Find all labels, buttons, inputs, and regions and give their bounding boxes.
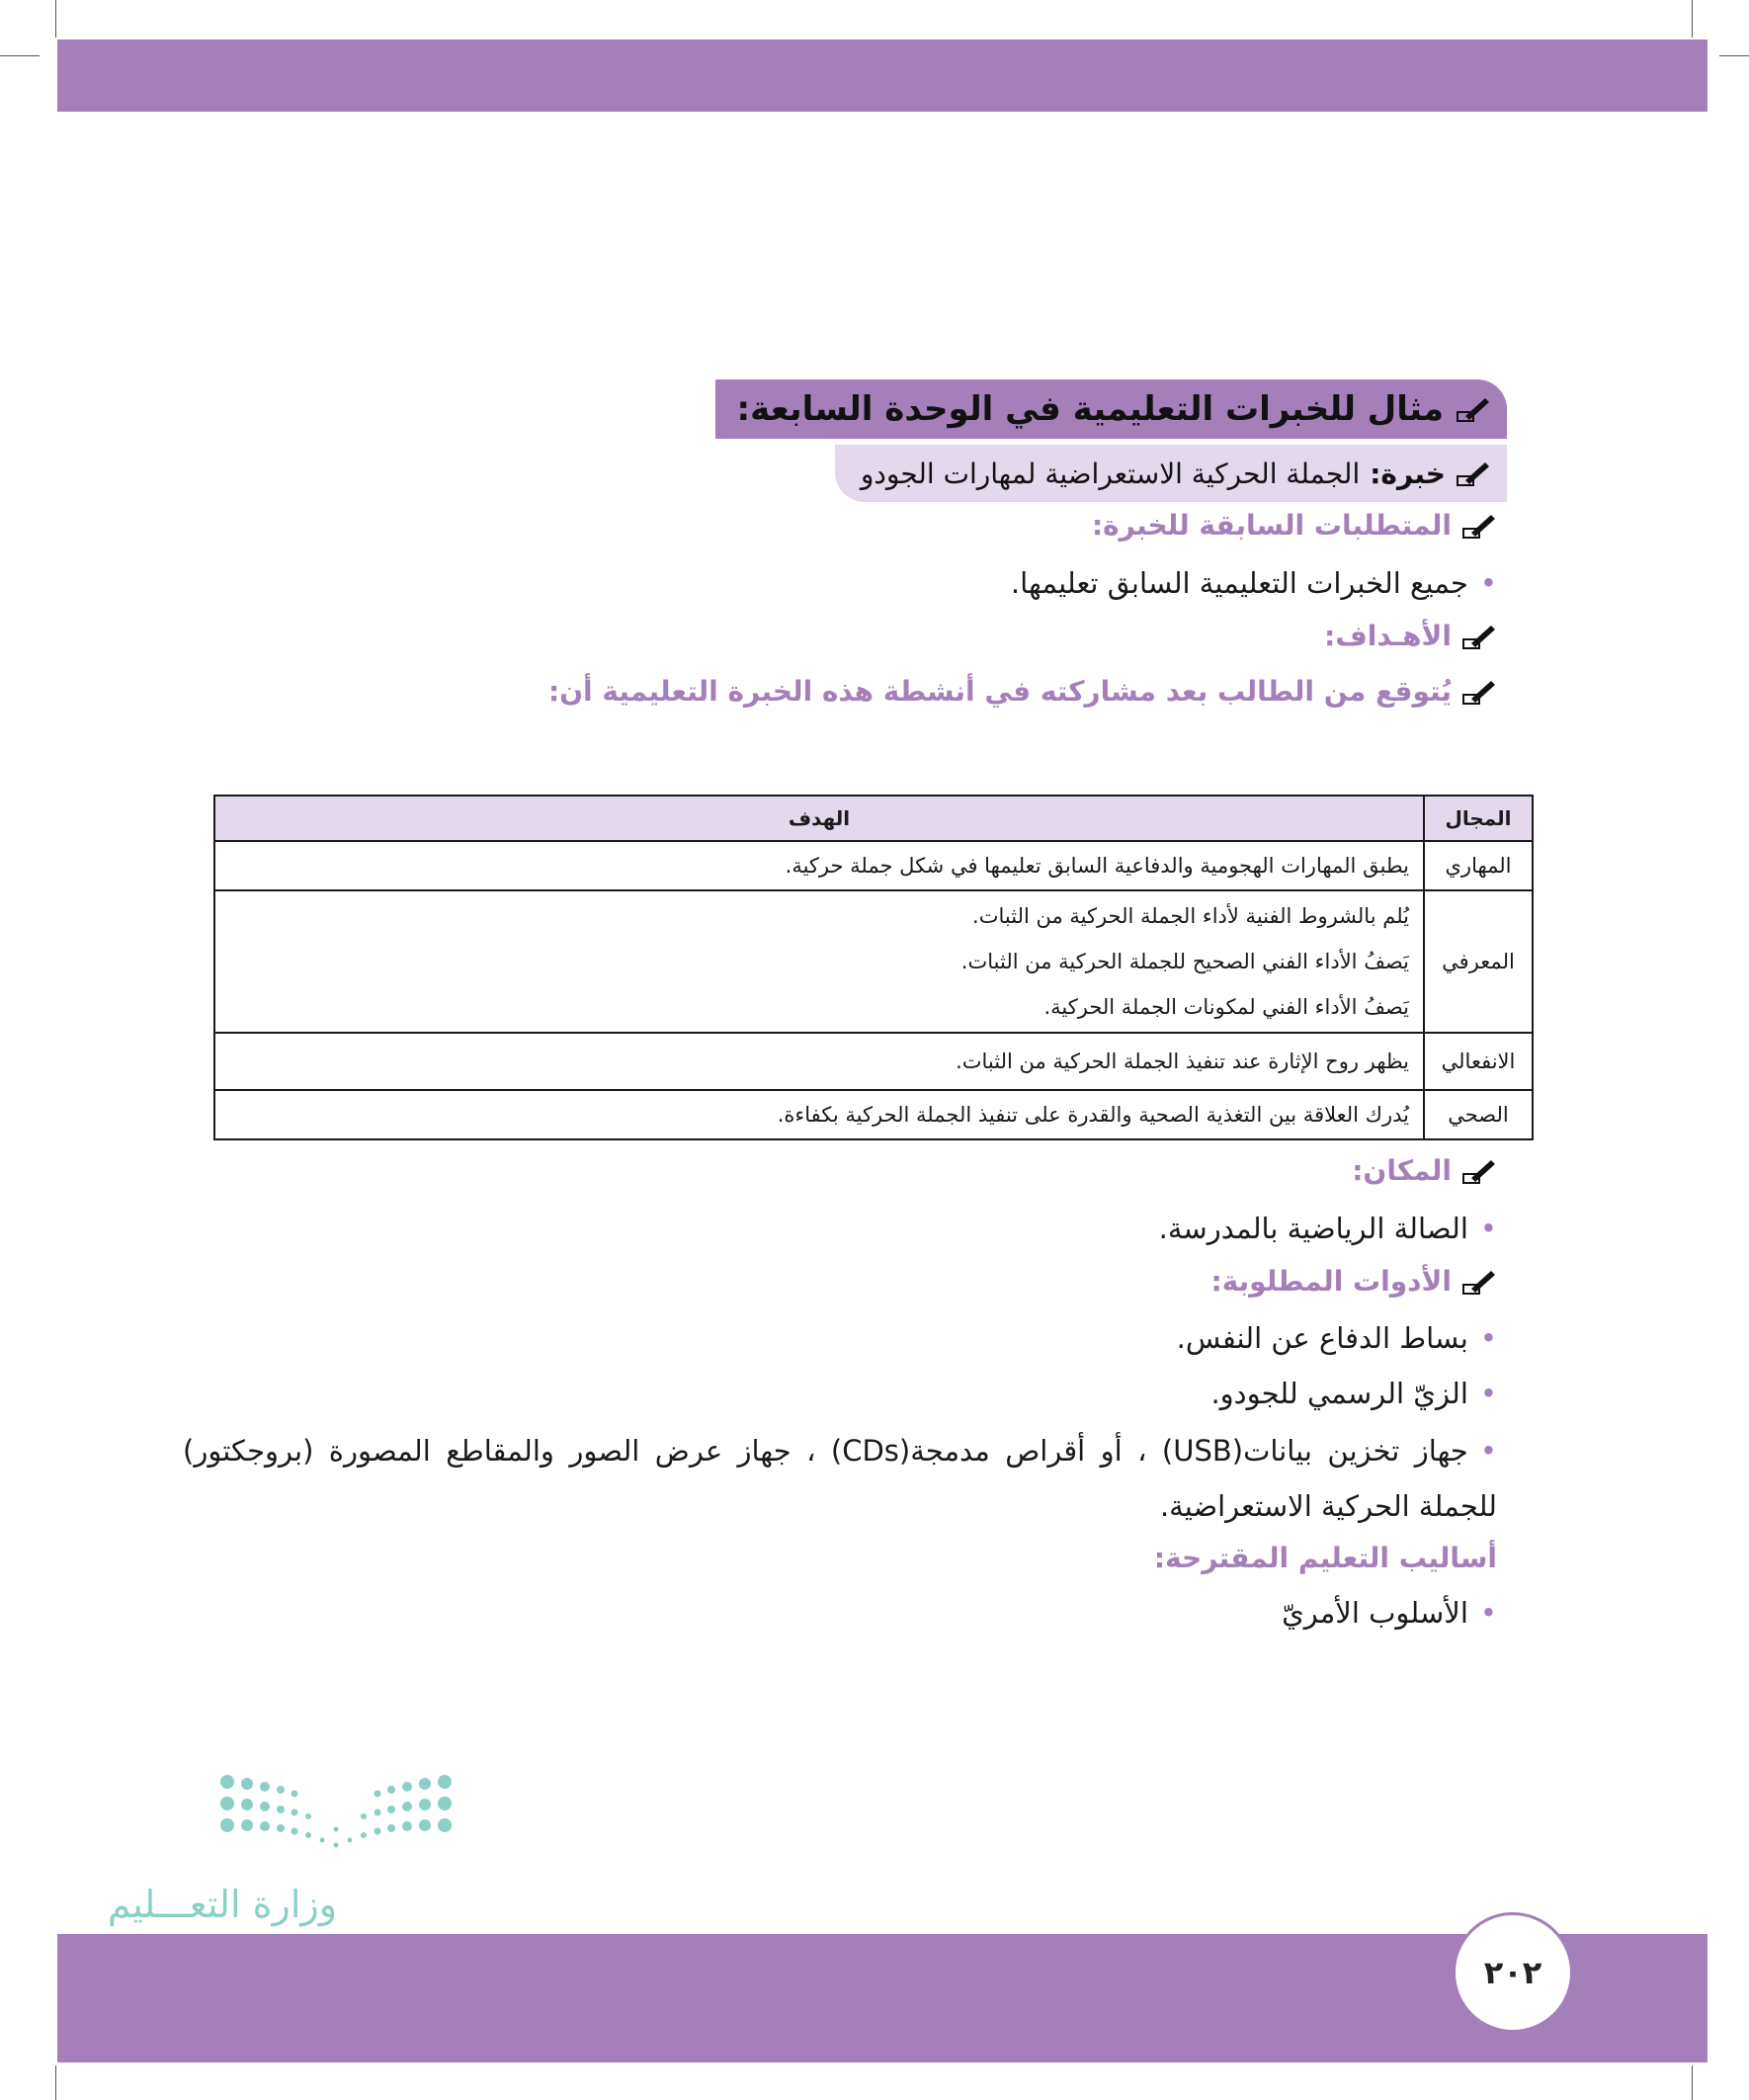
list-item-text: الأسلوب الأمريّ bbox=[1282, 1596, 1468, 1630]
crop-mark bbox=[1719, 55, 1749, 56]
bullet-icon: • bbox=[1479, 1596, 1497, 1630]
experience-label: خبرة: bbox=[1370, 457, 1446, 490]
table-row bbox=[214, 1033, 1533, 1090]
main-heading bbox=[715, 379, 1508, 439]
goal-text: يظهر روح الإثارة عند تنفيذ الجملة الحركية من الثبات. bbox=[956, 1050, 1409, 1073]
list-item-text: جميع الخبرات التعليمية السابق تعليمها. bbox=[1010, 566, 1468, 600]
pencil-note-icon bbox=[1461, 1156, 1497, 1186]
bullet-icon: • bbox=[1479, 1377, 1497, 1410]
list-item bbox=[1177, 1321, 1497, 1355]
place-title-row bbox=[1352, 1154, 1497, 1187]
goal-text: يَصفُ الأداء الفني لمكونات الجملة الحركية. bbox=[1043, 995, 1409, 1019]
crop-mark bbox=[55, 0, 56, 38]
pencil-note-icon bbox=[1461, 1267, 1497, 1297]
list-item bbox=[1282, 1596, 1497, 1630]
objectives-intro: يُتوقع من الطالب بعد مشاركته في أنشطة هذه الخبرة التعليمية أن: bbox=[547, 675, 1452, 708]
goal-text: يطبق المهارات الهجومية والدفاعية السابق تعليمها في شكل جملة حركية. bbox=[785, 854, 1409, 878]
table-header-row bbox=[214, 796, 1533, 841]
bullet-icon: • bbox=[1479, 1434, 1497, 1468]
list-item-text: الزيّ الرسمي للجودو. bbox=[1210, 1377, 1468, 1410]
top-band bbox=[57, 40, 1707, 112]
domain-cell: المهاري bbox=[1424, 841, 1533, 890]
goal-cell bbox=[214, 1090, 1424, 1139]
list-item bbox=[1159, 1212, 1497, 1245]
pencil-note-icon bbox=[1456, 394, 1491, 424]
bullet-icon: • bbox=[1479, 1212, 1497, 1245]
table-row bbox=[214, 890, 1533, 1033]
experience-heading bbox=[835, 445, 1507, 502]
crop-mark bbox=[55, 2065, 56, 2100]
list-item-text: جهاز تخزين بيانات(USB) ، أو أقراص مدمجة(CDs) ، جهاز عرض الصور والمقاطع المصورة (بروجكتور) للجملة الحركية الاستعراضية. bbox=[183, 1434, 1497, 1523]
prerequisites-title: المتطلبات السابقة للخبرة: bbox=[1091, 509, 1452, 542]
pencil-note-icon bbox=[1461, 677, 1497, 707]
crop-mark bbox=[1692, 0, 1693, 38]
place-title: المكان: bbox=[1352, 1154, 1452, 1187]
experience-text: الجملة الحركية الاستعراضية لمهارات الجودو bbox=[860, 457, 1361, 490]
goal-cell bbox=[214, 890, 1424, 1033]
bullet-icon: • bbox=[1479, 566, 1497, 600]
objectives-intro-row bbox=[548, 675, 1497, 708]
table-row bbox=[214, 841, 1533, 890]
pencil-note-icon bbox=[1461, 622, 1497, 651]
page-number: ٢٠٢ bbox=[1483, 1954, 1542, 1991]
goal-text: يُلم بالشروط الفنية لأداء الجملة الحركية من الثبات. bbox=[972, 904, 1409, 928]
methods-title: أساليب التعليم المقترحة: bbox=[1153, 1542, 1497, 1574]
goal-header: الهدف bbox=[214, 796, 1424, 841]
crop-mark bbox=[0, 55, 40, 56]
goal-text: يُدرك العلاقة بين التغذية الصحية والقدرة على تنفيذ الجملة الحركية بكفاءة. bbox=[777, 1103, 1409, 1127]
domain-cell: الانفعالي bbox=[1424, 1033, 1533, 1090]
logo-dots-icon bbox=[99, 1774, 474, 1883]
domain-header: المجال bbox=[1424, 796, 1533, 841]
pencil-note-icon bbox=[1461, 511, 1497, 541]
page-number-badge bbox=[1453, 1912, 1573, 2033]
tools-title-row bbox=[1210, 1265, 1497, 1298]
logo-text: وزارة التعـــليم bbox=[107, 1883, 338, 1926]
goal-cell bbox=[214, 1033, 1424, 1090]
goals-table bbox=[213, 795, 1534, 1140]
domain-cell: الصحي bbox=[1424, 1090, 1533, 1139]
goal-cell bbox=[214, 841, 1424, 890]
crop-mark bbox=[1692, 2065, 1693, 2100]
pencil-note-icon bbox=[1456, 459, 1491, 488]
objectives-title: الأهـداف: bbox=[1324, 620, 1452, 652]
list-item-text: الصالة الرياضية بالمدرسة. bbox=[1158, 1212, 1468, 1245]
methods-title-row bbox=[1154, 1542, 1497, 1574]
prerequisites-title-row bbox=[1092, 509, 1497, 542]
list-item-text: بساط الدفاع عن النفس. bbox=[1176, 1321, 1468, 1355]
bullet-icon: • bbox=[1479, 1321, 1497, 1355]
goal-text: يَصفُ الأداء الفني الصحيح للجملة الحركية من الثبات. bbox=[960, 950, 1409, 973]
list-item bbox=[1011, 566, 1497, 600]
list-item bbox=[1210, 1377, 1497, 1410]
tools-title: الأدوات المطلوبة: bbox=[1210, 1265, 1452, 1298]
objectives-title-row bbox=[1324, 620, 1497, 652]
domain-cell: المعرفي bbox=[1424, 890, 1533, 1033]
list-item bbox=[183, 1423, 1497, 1534]
table-row bbox=[214, 1090, 1533, 1139]
heading-text: مثال للخبرات التعليمية في الوحدة السابعة: bbox=[736, 389, 1444, 429]
